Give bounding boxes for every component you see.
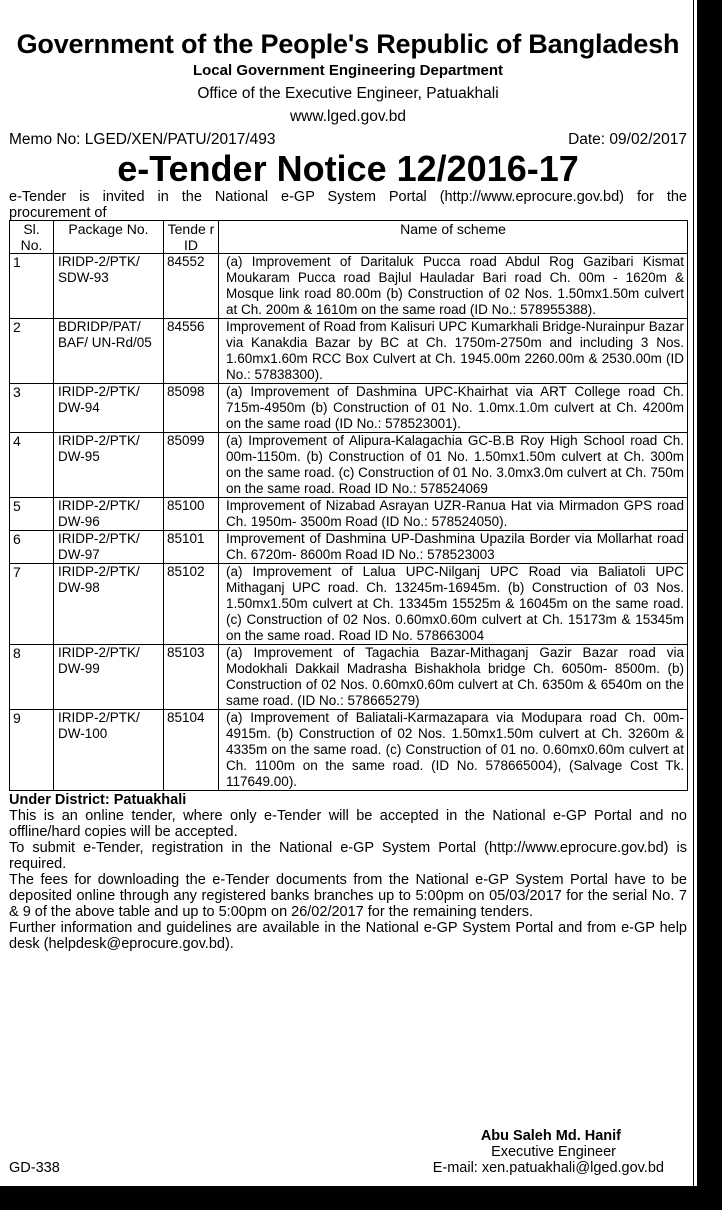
signatory-designation: Executive Engineer [491,1144,616,1160]
notice-document [9,0,687,952]
intro-line-1: e-Tender is invited in the National e-GP System Portal (http://www.eprocure.gov.bd) for the [9,189,687,205]
table-row [10,319,688,384]
row-tender-id: 85101 [164,531,219,564]
row-package: BDRIDP/PAT/ BAF/ UN-Rd/05 [54,319,164,384]
row-scheme: Improvement of Nizabad Asrayan UZR-Ranua Hat via Mirmadon GPS road Ch. 1950m- 3500m Road (ID No.: 578524050). [219,498,688,531]
registration-paragraph: To submit e-Tender, registration in the National e-GP System Portal (http://www.eprocure.gov.bd) is required. [9,840,687,872]
helpdesk-paragraph: Further information and guidelines are available in the National e-GP System Portal and from e-GP help desk (helpdesk@eprocure.gov.bd). [9,920,687,952]
row-scheme: (a) Improvement of Alipura-Kalagachia GC-B.B Roy High School road Ch. 00m-1150m. (b) Construction of 01 No. 1.50mx1.50m culvert at Ch. 300m on the same road. (c) Construction of 01 No. 3.0mx3.0m culvert at Ch. 750m on the same road. Road ID No.: 578524069 [219,433,688,498]
row-package: IRIDP-2/PTK/ DW-97 [54,531,164,564]
row-scheme: (a) Improvement of Tagachia Bazar-Mithaganj Gazir Bazar road via Modokhali Dakkail Madrasha Bishakhola bridge Ch. 6050m- 8500m. (b) Construction of 02 Nos. 0.60mx0.60m culvert at Ch. 6350m & 6540m on the same road. (ID No.: 578665279) [219,645,688,710]
signature-block [9,1128,687,1176]
page-border [693,0,694,1186]
document-code: GD-338 [9,1160,60,1176]
row-sl: 3 [10,384,54,433]
header-package: Package No. [54,221,164,254]
row-tender-id: 85099 [164,433,219,498]
memo-date: Date: 09/02/2017 [568,131,687,148]
row-scheme: (a) Improvement of Dashmina UPC-Khairhat via ART College road Ch. 715m-4950m (b) Construction of 01 No. 1.0mx.1.0m culvert at Ch. 4200m on the same road (ID No.: 578523001). [219,384,688,433]
row-sl: 6 [10,531,54,564]
row-sl: 9 [10,710,54,791]
signatory-name: Abu Saleh Md. Hanif [480,1128,621,1144]
tender-table [9,220,688,791]
district-heading: Under District: Patuakhali [9,792,187,808]
row-package: IRIDP-2/PTK/ DW-99 [54,645,164,710]
header-sl: Sl. No. [10,221,54,254]
row-scheme: (a) Improvement of Lalua UPC-Nilganj UPC Road via Baliatoli UPC Mithaganj UPC road. Ch. 13245m-16945m. (b) Construction of 03 Nos. 1.50mx1.50m culvert at Ch. 13345m 15525m & 16045m on the same road. (c) Construction of 02 Nos. 0.60mx0.60m culvert at Ch. 15173m & 15345m on the same road. Road ID No. 578663004 [219,564,688,645]
table-row [10,254,688,319]
row-package: IRIDP-2/PTK/ SDW-93 [54,254,164,319]
row-package: IRIDP-2/PTK/ DW-95 [54,433,164,498]
fees-paragraph: The fees for downloading the e-Tender documents from the National e-GP System Portal have to be deposited online through any registered banks branches up to 5:00pm on 05/03/2017 for the serial No. 7 & 9 of the above table and up to 5:00pm on 26/02/2017 for the remaining tenders. [9,872,687,920]
row-tender-id: 85102 [164,564,219,645]
table-row [10,498,688,531]
row-package: IRIDP-2/PTK/ DW-94 [54,384,164,433]
signature-bottom-row [9,1160,687,1176]
row-sl: 5 [10,498,54,531]
row-sl: 7 [10,564,54,645]
header-tender-id: Tende r ID [164,221,219,254]
row-tender-id: 85098 [164,384,219,433]
table-row [10,384,688,433]
table-row [10,645,688,710]
memo-number: Memo No: LGED/XEN/PATU/2017/493 [9,131,276,148]
office-name: Office of the Executive Engineer, Patuakhali [197,85,499,102]
header-scheme: Name of scheme [219,221,688,254]
row-tender-id: 84552 [164,254,219,319]
row-sl: 4 [10,433,54,498]
signatory-email[interactable]: E-mail: xen.patuakhali@lged.gov.bd [432,1160,664,1176]
row-scheme: Improvement of Dashmina UP-Dashmina Upazila Border via Mollarhat road Ch. 6720m- 8600m Road ID No.: 578523003 [219,531,688,564]
row-sl: 2 [10,319,54,384]
row-sl: 8 [10,645,54,710]
row-tender-id: 84556 [164,319,219,384]
row-package: IRIDP-2/PTK/ DW-100 [54,710,164,791]
intro-line-2: procurement of [9,205,107,221]
notice-title: e-Tender Notice 12/2016-17 [117,148,579,189]
table-row [10,531,688,564]
row-tender-id: 85100 [164,498,219,531]
row-sl: 1 [10,254,54,319]
row-scheme: (a) Improvement of Baliatali-Karmazapara via Modupara road Ch. 00m-4915m. (b) Construction of 02 Nos. 1.50mx1.50m culvert at Ch. 3260m & 4335m on the same road. (c) Construction of 01 no. 0.60mx0.60m culvert at Ch. 1100m on the same road. (ID No. 578665004), (Salvage Cost Tk. 117649.00). [219,710,688,791]
row-package: IRIDP-2/PTK/ DW-98 [54,564,164,645]
row-scheme: Improvement of Road from Kalisuri UPC Kumarkhali Bridge-Nurainpur Bazar via Kanakdia Bazar by BC at Ch. 1750m-2750m and including 3 Nos. 1.60mx1.60m RCC Box Culvert at Ch. 1945.00m 2260.00m & 2530.00m (ID No.: 57838300). [219,319,688,384]
website-link[interactable]: www.lged.gov.bd [289,108,407,125]
table-row [10,564,688,645]
table-row [10,433,688,498]
row-scheme: (a) Improvement of Daritaluk Pucca road Abdul Rog Gazibari Kismat Moukaram Pucca road Bajlul Hauladar Bari road Ch. 00m - 1620m & Mosque link road 80.00m (b) Construction of 02 Nos. 1.50mx1.50m culvert at Ch. 200m & 1610m on the same road (ID No.: 578955388). [219,254,688,319]
government-title: Government of the People's Republic of Bangladesh [16,29,680,59]
row-tender-id: 85104 [164,710,219,791]
online-tender-paragraph: This is an online tender, where only e-Tender will be accepted in the National e-GP Portal and no offline/hard copies will be accepted. [9,808,687,840]
department-name: Local Government Engineering Department [192,62,504,79]
table-header-row [10,221,688,254]
table-row [10,710,688,791]
row-tender-id: 85103 [164,645,219,710]
row-package: IRIDP-2/PTK/ DW-96 [54,498,164,531]
